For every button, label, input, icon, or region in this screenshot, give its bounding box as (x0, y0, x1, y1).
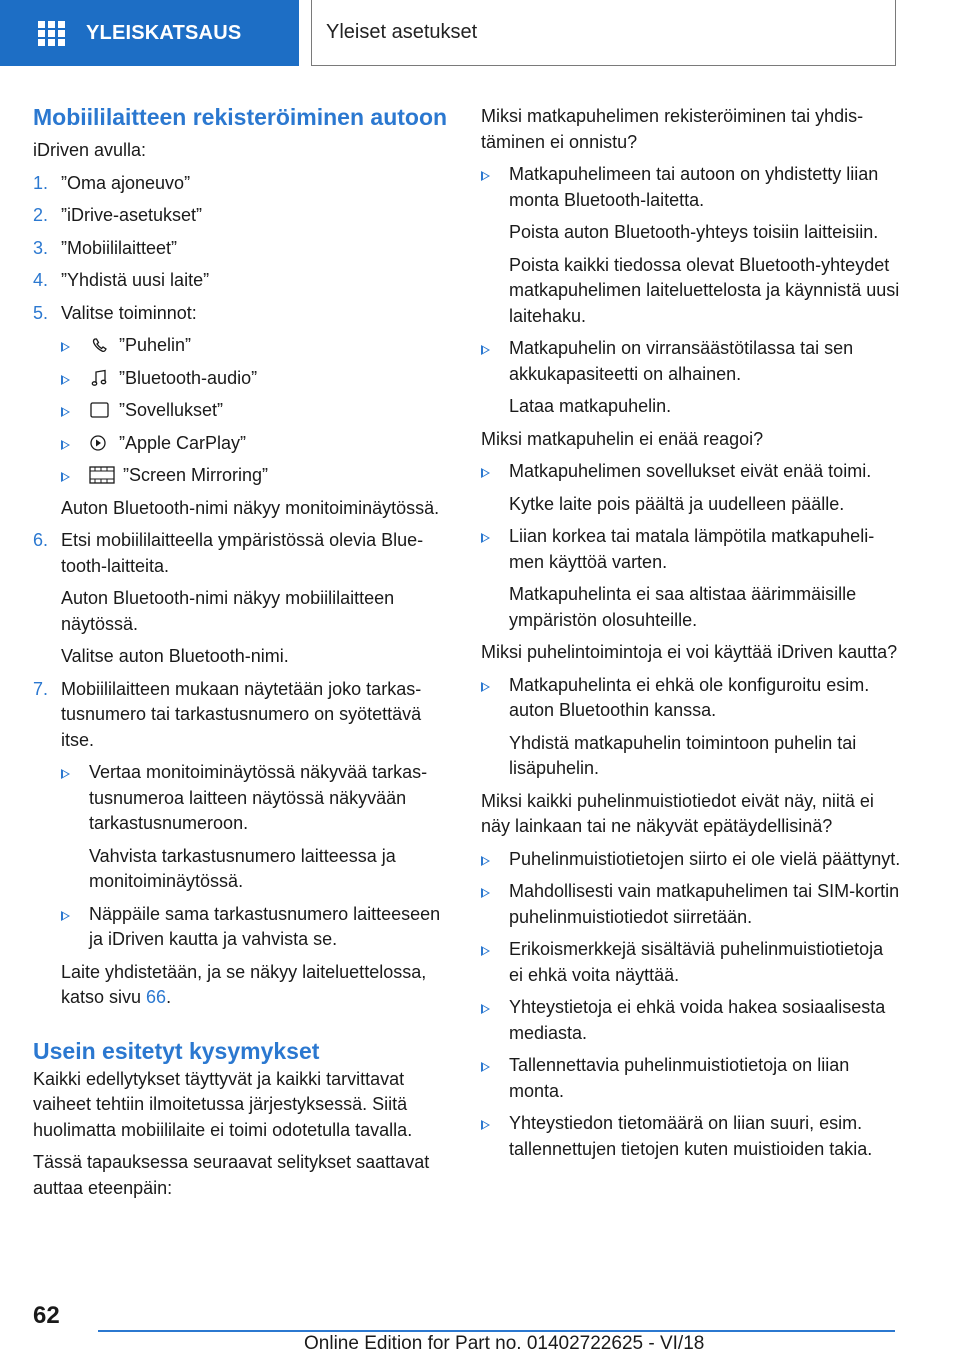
faq-paragraph: Kaikki edellytykset täyttyvät ja kaikki tarvittavat vaiheet tehtiin ilmoitetussa järjestyksessä. Siitä huolimatta mobiililaite ei toimi odotetulla tavalla. (33, 1068, 413, 1140)
apps-icon (89, 401, 111, 419)
triangle-bullet-icon (481, 1062, 490, 1072)
step-text: Mobiililaitteen mukaan näytetään joko tarkastusnumero tai tarkastusnumero on syötettävä itse. (61, 678, 422, 750)
faq-answer (481, 847, 901, 873)
heading-register-device: Mobiililaitteen rekisteröiminen autoon (33, 104, 448, 130)
faq-answer (481, 1111, 901, 1162)
option-item (61, 431, 453, 457)
triangle-bullet-icon (481, 345, 490, 355)
faq-answer (481, 937, 901, 988)
section-tab[interactable] (311, 0, 896, 66)
step-text: Valitse toiminnot: (61, 302, 197, 323)
option-label: ”Screen Mirroring” (123, 465, 269, 485)
step-note: Valitse auton Bluetooth-nimi. (61, 646, 289, 666)
page-number: 62 (33, 1302, 60, 1329)
triangle-bullet-icon (481, 1120, 490, 1130)
step-number: 5. (33, 302, 49, 323)
step-number: 4. (33, 270, 49, 290)
answer-text: Liian korkea tai matala lämpötila matkapuhelimen käyttöä varten. (509, 526, 875, 572)
option-item (61, 463, 453, 489)
answer-text: Mahdollisesti vain matkapuhelimen tai SIM-kortin puhelinmuistiotiedot siirretään. (509, 881, 900, 927)
option-label: ”Apple CarPlay” (119, 432, 247, 453)
step-number: 7. (33, 678, 49, 699)
sub-item-text: Näppäile sama tarkastusnumero laitteeseen ja iDriven kautta ja vahvista se. (89, 903, 441, 949)
step-note (61, 960, 453, 1011)
step-note: Auton Bluetooth-nimi näkyy monitoiminäytössä. (61, 497, 440, 518)
step-number: 2. (33, 205, 49, 225)
triangle-bullet-icon (61, 911, 70, 921)
music-note-icon (89, 369, 111, 387)
answer-note: Poista kaikki tiedossa olevat Bluetooth-yhteydet matkapuhelimen laiteluettelosta ja käynnistä uusi laitehaku. (509, 254, 900, 326)
step-note: Auton Bluetooth-nimi näkyy mobiililaitteen näytössä. (61, 588, 395, 634)
step-text: ”iDrive-asetukset” (61, 205, 203, 225)
list-item (33, 301, 453, 522)
footer-edition: Online Edition for Part no. 01402722625 - VI/18 (304, 1333, 705, 1354)
option-label: ”Puhelin” (119, 335, 192, 355)
phone-icon (89, 336, 111, 354)
answer-note: Matkapuhelinta ei saa altistaa äärimmäisille ympäristön olosuhteille. (509, 584, 857, 630)
intro-text: iDriven avulla: (33, 140, 147, 160)
step-number: 3. (33, 237, 49, 258)
answer-text: Matkapuhelin on virransäästötilassa tai sen akkukapasiteetti on alhainen. (509, 338, 854, 384)
footer-divider (98, 1330, 895, 1332)
triangle-bullet-icon (61, 440, 70, 450)
screen-mirroring-icon (89, 466, 115, 484)
answer-text: Matkapuhelinta ei ehkä ole konfiguroitu esim. auton Bluetoothin kanssa. (509, 674, 870, 720)
answer-note: Kytke laite pois päältä ja uudelleen päälle. (509, 493, 845, 514)
faq-question: Miksi puhelintoimintoja ei voi käyttää iDriven kautta? (481, 642, 898, 662)
answer-note: Yhdistä matkapuhelin toimintoon puhelin tai lisäpuhelin. (509, 732, 857, 778)
option-label: ”Sovellukset” (119, 400, 224, 420)
right-column (481, 104, 901, 1162)
list-item (33, 528, 453, 670)
sub-item (61, 760, 453, 895)
triangle-bullet-icon (61, 375, 70, 385)
sub-item-text: Vertaa monitoiminäytössä näkyvää tarkastusnumeroa laitteen näytössä näkyvään tarkastusnumeroon. (89, 762, 428, 833)
heading-faq: Usein esitetyt kysymykset (33, 1037, 320, 1064)
triangle-bullet-icon (481, 946, 490, 956)
triangle-bullet-icon (481, 888, 490, 898)
list-item (33, 677, 453, 1011)
faq-question: Miksi kaikki puhelinmuistiotiedot eivät näy, niitä ei näy lainkaan tai ne näkyvät epätäydellisinä? (481, 790, 874, 836)
list-item (33, 171, 453, 197)
option-item (61, 366, 453, 392)
triangle-bullet-icon (481, 682, 490, 692)
sub-item-note: Vahvista tarkastusnumero laitteessa ja monitoiminäytössä. (89, 845, 396, 891)
triangle-bullet-icon (481, 856, 490, 866)
answer-text: Yhteystietoja ei ehkä voida hakea sosiaalisesta mediasta. (509, 997, 886, 1043)
step-text: ”Yhdistä uusi laite” (61, 270, 210, 290)
answer-text: Matkapuhelimen sovellukset eivät enää toimi. (509, 461, 872, 481)
note-text: Laite yhdistetään, ja se näkyy laiteluettelossa, katso sivu (61, 961, 427, 1007)
faq-paragraph: Tässä tapauksessa seuraavat selitykset saattavat auttaa eteenpäin: (33, 1152, 430, 1198)
page-link[interactable]: 66 (146, 987, 167, 1007)
faq-answer (481, 995, 901, 1046)
step-text: Etsi mobiililaitteella ympäristössä olevia Bluetooth-laitteita. (61, 530, 424, 576)
triangle-bullet-icon (61, 342, 70, 352)
answer-text: Matkapuhelimeen tai autoon on yhdistetty liian monta Bluetooth-laitetta. (509, 164, 879, 210)
section-label: Yleiset asetukset (326, 21, 478, 43)
list-item (33, 268, 453, 294)
answer-text: Yhteystiedon tietomäärä on liian suuri, esim. tallennettujen tietojen kuten muistioiden takia. (509, 1113, 873, 1159)
faq-answer (481, 459, 901, 517)
list-item (33, 236, 453, 262)
faq-answer (481, 673, 901, 782)
page-header (0, 0, 960, 66)
faq-question: Miksi matkapuhelimen rekisteröiminen tai yhdistäminen ei onnistu? (481, 106, 864, 152)
option-item (61, 333, 453, 359)
faq-question: Miksi matkapuhelin ei enää reagoi? (481, 428, 764, 449)
carplay-icon (89, 434, 111, 452)
step-text: ”Mobiililaitteet” (61, 237, 178, 258)
nav-label: YLEISKATSAUS (86, 21, 242, 44)
step-number: 1. (33, 172, 49, 193)
answer-text: Erikoismerkkejä sisältäviä puhelinmuistiotietoja ei ehkä voita näyttää. (509, 939, 884, 985)
faq-answer (481, 879, 901, 930)
triangle-bullet-icon (481, 468, 490, 478)
left-column (33, 104, 453, 1201)
faq-answer (481, 1053, 901, 1104)
option-item (61, 398, 453, 424)
sub-item (61, 902, 453, 953)
faq-answer (481, 162, 901, 329)
answer-text: Tallennettavia puhelinmuistiotietoja on liian monta. (509, 1055, 850, 1101)
answer-text: Puhelinmuistiotietojen siirto ei ole vielä päättynyt. (509, 848, 901, 869)
triangle-bullet-icon (481, 1004, 490, 1014)
overview-nav-tab[interactable] (0, 0, 299, 66)
triangle-bullet-icon (61, 769, 70, 779)
triangle-bullet-icon (61, 472, 70, 482)
option-label: ”Bluetooth-audio” (119, 367, 258, 388)
faq-answer (481, 336, 901, 420)
triangle-bullet-icon (481, 171, 490, 181)
step-number: 6. (33, 530, 49, 550)
answer-note: Lataa matkapuhelin. (509, 396, 672, 416)
answer-note: Poista auton Bluetooth-yhteys toisiin laitteisiin. (509, 222, 879, 242)
triangle-bullet-icon (481, 533, 490, 543)
grid-icon (38, 21, 66, 45)
faq-answer (481, 524, 901, 633)
note-period: . (166, 987, 172, 1007)
triangle-bullet-icon (61, 407, 70, 417)
list-item (33, 203, 453, 229)
step-text: ”Oma ajoneuvo” (61, 172, 191, 193)
